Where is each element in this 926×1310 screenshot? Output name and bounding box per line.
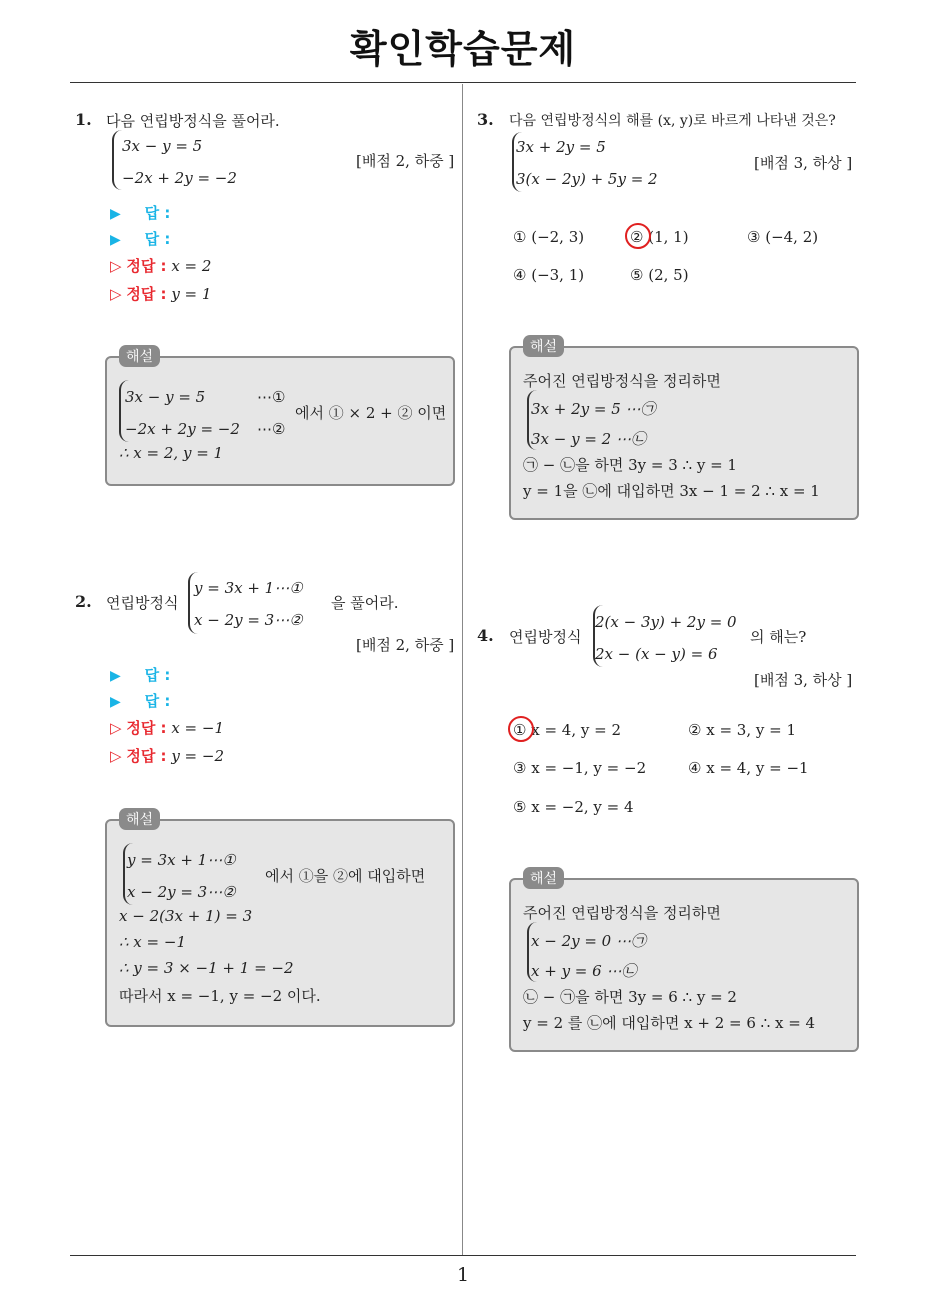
equation-2: x − 2y = 3⋯② [194,611,303,629]
solution-line: ∴ y = 3 × −1 + 1 = −2 [119,959,294,977]
correct-answer-line [110,255,211,276]
question-number: 2. [75,592,92,611]
triangle-outline-icon: ▷ [110,257,122,275]
solution-line: y = 1을 ㉡에 대입하면 3x − 1 = 2 ∴ x = 1 [523,482,820,500]
correct-answer-value: x = −1 [171,719,224,737]
bottom-rule [70,1255,856,1256]
solution-tag: 해설 [523,335,564,357]
solution-intro: 주어진 연립방정식을 정리하면 [523,372,721,390]
solution-line: ∴ x = −1 [119,933,186,951]
correct-answer-value: y = −2 [171,747,225,765]
equation-1: y = 3x + 1⋯① [194,579,303,597]
equation-1: 3x + 2y = 5 [516,138,606,156]
correct-answer-line [110,283,211,304]
solution-eq-2: x + y = 6 ⋯㉡ [531,962,637,980]
solution-system [123,843,236,905]
solution-system [527,390,656,450]
triangle-outline-icon: ▷ [110,719,122,737]
correct-answer-label: 정답 : [126,285,167,303]
question-prefix: 연립방정식 [106,594,179,612]
solution-eq-2: x − 2y = 3⋯② [127,883,236,901]
question-text: 다음 연립방정식을 풀어라. [106,112,280,130]
solution-box [509,346,859,520]
question-prefix: 연립방정식 [509,628,582,646]
play-icon: ▶ [110,206,121,222]
equation-2: −2x + 2y = −2 [122,169,237,187]
question-number: 1. [75,110,92,129]
answer-line [110,690,170,711]
top-rule [70,82,856,83]
answer-line [110,664,170,685]
solution-eq-2: −2x + 2y = −2 [125,420,240,438]
correct-answer-value: x = 2 [171,257,212,275]
equation-2: 2x − (x − y) = 6 [595,645,718,663]
solution-result: ∴ x = 2, y = 1 [119,444,224,462]
score-info: [배점 3, 하상 ] [754,154,853,172]
option-1[interactable]: ① x = 4, y = 2 [513,721,621,739]
question-number: 4. [477,626,494,645]
solution-intro: 주어진 연립방정식을 정리하면 [523,904,721,922]
solution-eq-1: y = 3x + 1⋯① [127,851,236,869]
option-2[interactable]: ② x = 3, y = 1 [688,721,796,739]
equation-1: 2(x − 3y) + 2y = 0 [595,613,737,631]
triangle-outline-icon: ▷ [110,285,122,303]
equation-1: 3x − y = 5 [122,137,203,155]
solution-box [509,878,859,1052]
answer-label: 답 : [144,204,171,222]
triangle-outline-icon: ▷ [110,747,122,765]
solution-line: ㉠ − ㉡을 하면 3y = 3 ∴ y = 1 [523,456,737,474]
question-number: 3. [477,110,494,129]
column-divider [462,84,463,1256]
solution-box [105,819,455,1027]
correct-answer-label: 정답 : [126,719,167,737]
solution-box [105,356,455,486]
option-4[interactable]: ④ x = 4, y = −1 [688,759,809,777]
answer-label: 답 : [144,230,171,248]
score-info: [배점 2, 하중 ] [356,152,455,170]
solution-line: 따라서 x = −1, y = −2 이다. [119,987,321,1005]
option-2[interactable]: ② (1, 1) [630,228,689,246]
option-3[interactable]: ③ x = −1, y = −2 [513,759,647,777]
question-suffix: 을 풀어라. [331,594,399,612]
solution-tag: 해설 [119,345,160,367]
solution-eq-1: x − 2y = 0 ⋯㉠ [531,932,646,950]
play-icon: ▶ [110,668,121,684]
selected-answer-circle [625,223,651,249]
solution-system [527,922,646,982]
solution-eq-2: 3x − y = 2 ⋯㉡ [531,430,646,448]
equation-system [512,132,658,192]
page-number: 1 [456,1264,470,1286]
correct-answer-value: y = 1 [171,285,212,303]
solution-line: y = 2 를 ㉡에 대입하면 x + 2 = 6 ∴ x = 4 [523,1014,816,1032]
equation-system [112,130,237,190]
correct-answer-label: 정답 : [126,257,167,275]
solution-side-text: 에서 ①을 ②에 대입하면 [265,867,426,885]
solution-line: x − 2(3x + 1) = 3 [119,907,253,925]
page-title: 확인학습문제 [349,27,577,71]
solution-tag: 해설 [119,808,160,830]
option-4[interactable]: ④ (−3, 1) [513,266,585,284]
solution-eq-1: 3x − y = 5 [125,388,206,406]
solution-eq-1: 3x + 2y = 5 ⋯㉠ [531,400,656,418]
correct-answer-line [110,717,224,738]
play-icon: ▶ [110,694,121,710]
question-suffix: 의 해는? [750,628,807,646]
solution-line: ㉡ − ㉠을 하면 3y = 6 ∴ y = 2 [523,988,737,1006]
equation-system [188,572,303,634]
solution-side-text: 에서 ① × 2 + ② 이면 [295,404,447,422]
equation-system [593,605,737,667]
correct-answer-line [110,745,224,766]
option-5[interactable]: ⑤ x = −2, y = 4 [513,798,634,816]
play-icon: ▶ [110,232,121,248]
equation-2: 3(x − 2y) + 5y = 2 [516,170,658,188]
solution-tag: 해설 [523,867,564,889]
answer-line [110,202,170,223]
option-5[interactable]: ⑤ (2, 5) [630,266,689,284]
correct-answer-label: 정답 : [126,747,167,765]
solution-eq-1-mark: ⋯① [257,388,286,406]
selected-answer-circle [508,716,534,742]
solution-system [119,380,286,442]
score-info: [배점 3, 하상 ] [754,671,853,689]
option-1[interactable]: ① (−2, 3) [513,228,585,246]
solution-eq-2-mark: ⋯② [257,420,286,438]
answer-label: 답 : [144,666,171,684]
score-info: [배점 2, 하중 ] [356,636,455,654]
question-text: 다음 연립방정식의 해를 (x, y)로 바르게 나타낸 것은? [509,113,836,129]
answer-label: 답 : [144,692,171,710]
option-3[interactable]: ③ (−4, 2) [747,228,819,246]
answer-line [110,228,170,249]
